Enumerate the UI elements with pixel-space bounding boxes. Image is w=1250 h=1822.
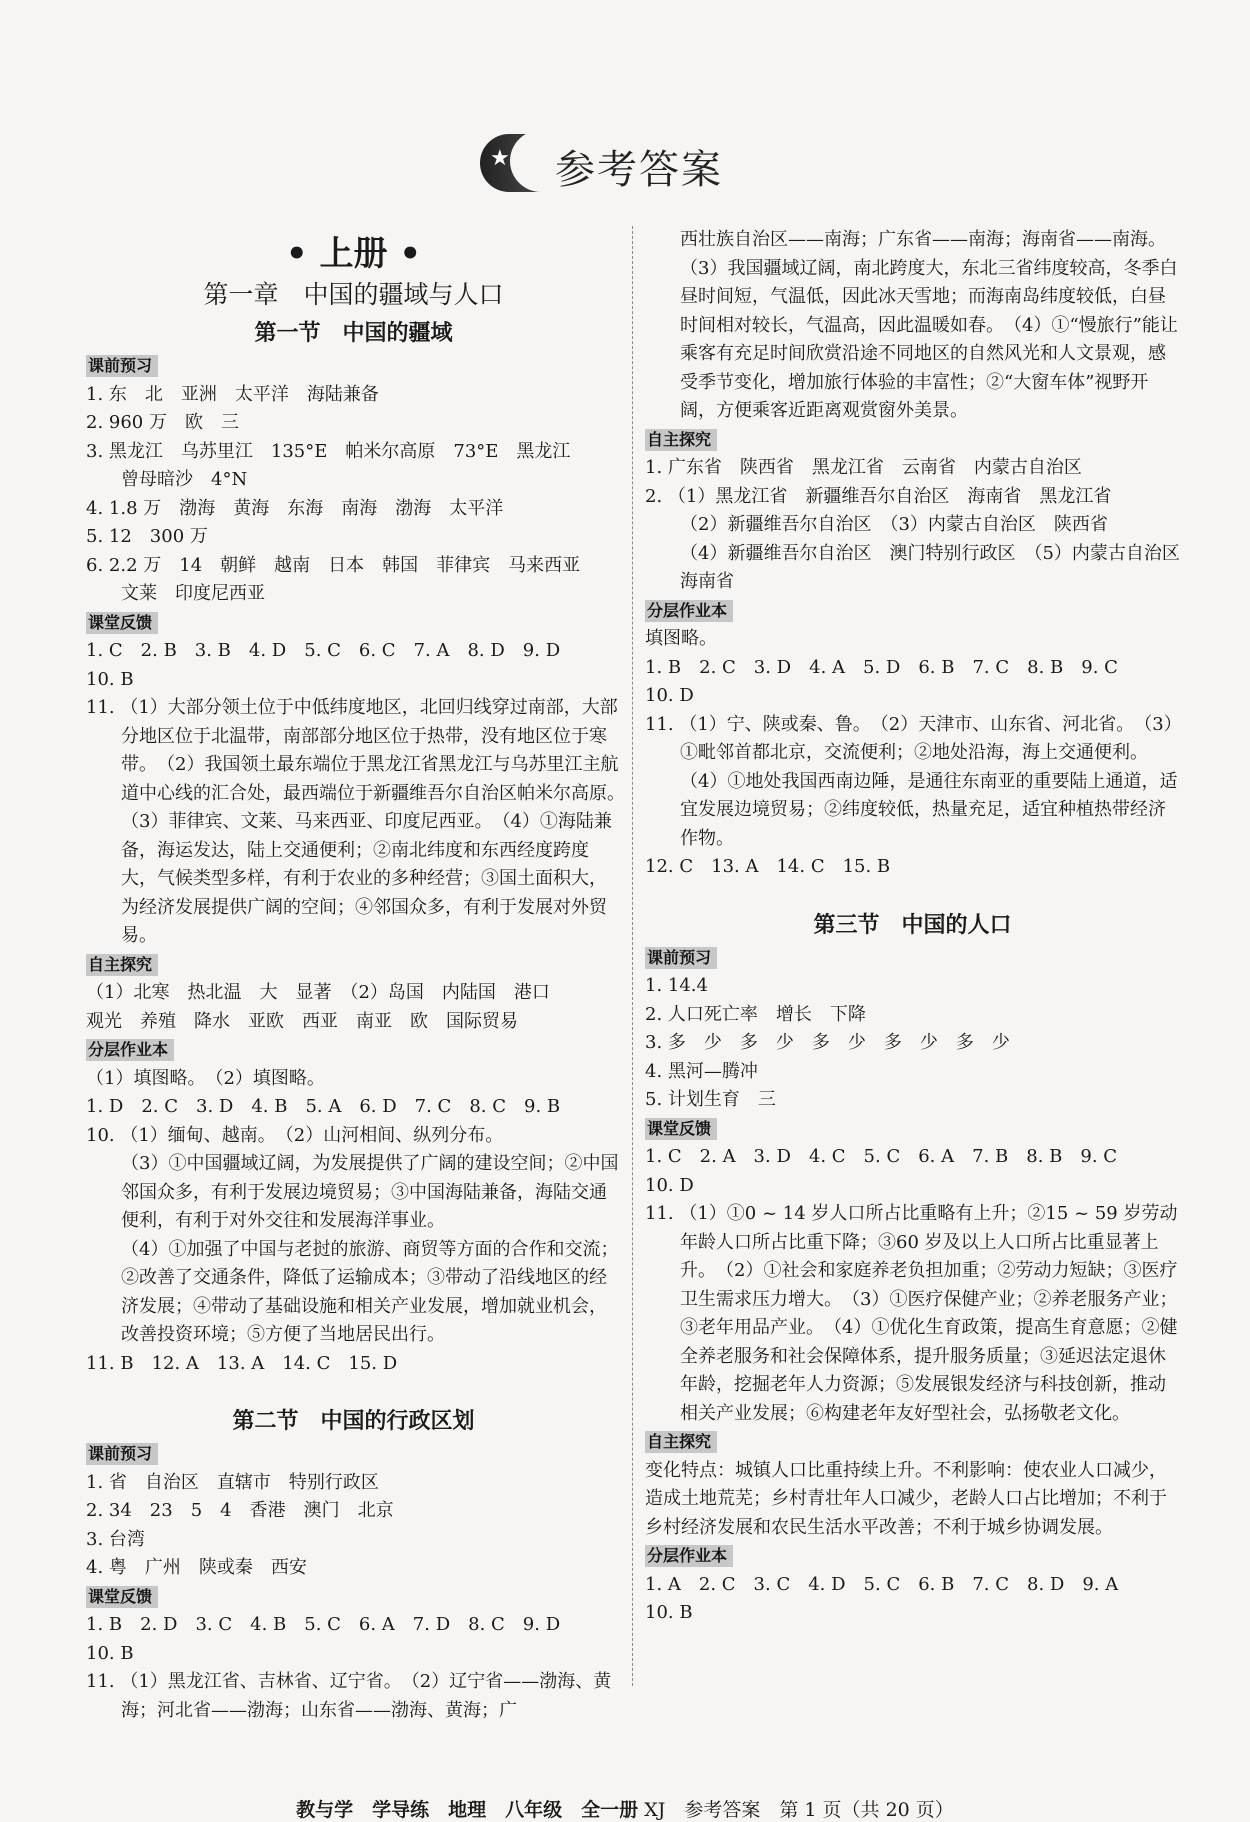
section-3-title: 第三节 中国的人口 xyxy=(813,911,1012,938)
tag-feedback: 课堂反馈 xyxy=(645,1118,717,1140)
section-2-title: 第二节 中国的行政区划 xyxy=(232,1408,475,1434)
tag-feedback: 课堂反馈 xyxy=(86,612,158,634)
answer-line: 3. 黑龙江 乌苏里江 135°E 帕米尔高原 73°E 黑龙江 xyxy=(86,440,571,462)
answer-line: 观光 养殖 降水 亚欧 西亚 南亚 欧 国际贸易 xyxy=(86,1010,518,1032)
answer-line: 1. A 2. C 3. C 4. D 5. C 6. B 7. C 8. D 9. A xyxy=(645,1573,1119,1595)
page-footer xyxy=(0,1795,1250,1822)
left-column xyxy=(86,228,634,1725)
answer-line: 变化特点：城镇人口比重持续上升。不利影响：使农业人口减少，造成土地荒芜；乡村青壮年人口减少，老龄人口占比增加；不利于乡村经济发展和农民生活水平改善；不利于城乡协调发展。 xyxy=(645,1459,1167,1538)
tag-preview: 课前预习 xyxy=(645,947,717,969)
tag-preview: 课前预习 xyxy=(86,1443,158,1465)
answer-line: 1. C 2. B 3. B 4. D 5. C 6. C 7. A 8. D 9. D xyxy=(86,640,561,661)
answer-line: （4）新疆维吾尔自治区 澳门特别行政区 （5）内蒙古自治区 海南省 xyxy=(680,542,1198,592)
tag-layered: 分层作业本 xyxy=(645,1545,733,1567)
answer-line: 11. （1）大部分领土位于中低纬度地区，北回归线穿过南部，大部分地区位于北温带，南部部分地区位于热带，没有地区位于寒带。 （2）我国领土最东端位于黑龙江省黑龙江与乌苏里江主航道中心线的汇合处，最西端位于新疆维吾尔自治区帕米尔高原。 （3）菲律宾、文莱、马来西亚、印度尼西亚。 （4）①海陆兼备，海运发达，陆上交通便利；②南北纬度和东西经度跨度大，气候类型多样，有利于农业的多种经营；③国土面积大，为经济发展提供广阔的空间；④邻国众多，有利于发展对外贸易。 xyxy=(86,697,634,946)
answer-line: 11. （1）黑龙江省、吉林省、辽宁省。 （2）辽宁省——渤海、黄海；河北省——渤海；山东省——渤海、黄海；广 xyxy=(86,1671,612,1721)
tag-preview: 课前预习 xyxy=(86,355,158,377)
answer-line: 10. （1）缅甸、越南。 （2）山河相间、纵列分布。 xyxy=(86,1124,504,1146)
answer-line: 1. B 2. C 3. D 4. A 5. D 6. B 7. C 8. B 9. C xyxy=(645,656,1118,678)
answer-line: 10. D xyxy=(645,1174,694,1196)
s1-explore-list xyxy=(86,979,621,1036)
answer-line: （2）新疆维吾尔自治区 （3）内蒙古自治区 陕西省 xyxy=(680,514,1108,535)
s2-explore-list xyxy=(645,454,1198,597)
answer-line: 5. 计划生育 三 xyxy=(645,1089,776,1110)
s2-feedback-list xyxy=(86,1611,621,1725)
answer-line: 10. B xyxy=(86,1642,134,1664)
tag-layered: 分层作业本 xyxy=(645,600,733,622)
answer-line: 填图略。 xyxy=(645,628,717,649)
answer-line: 10. D xyxy=(645,685,694,706)
s3-preview-list xyxy=(645,972,1180,1115)
answer-line: （1）北寒 热北温 大 显著 （2）岛国 内陆国 港口 xyxy=(86,982,550,1003)
answer-line: 文莱 印度尼西亚 xyxy=(121,583,265,604)
column-divider xyxy=(632,226,633,1686)
banner-title: 参考答案 xyxy=(555,147,723,193)
answer-line: 10. B xyxy=(86,668,134,690)
section-1-title: 第一节 中国的疆域 xyxy=(254,320,453,346)
volume-title: • 上册 • xyxy=(285,234,422,274)
answer-line: 10. B xyxy=(645,1602,693,1623)
answer-line: 4. 黑河—腾冲 xyxy=(645,1060,758,1082)
s3-feedback-list xyxy=(645,1143,1180,1428)
tag-explore: 自主探究 xyxy=(86,954,158,976)
answer-line: 11. （1）①0 ~ 14 岁人口所占比重略有上升；②15 ~ 59 岁劳动年龄人口所占比重下降；③60 岁及以上人口所占比重显著上升。 （2）①社会和家庭养老负担加重；②劳动力短缺；③医疗卫生需求压力增大。 （3）①医疗保健产业；②养老服务产业；③老年用品产业。 （4）①优化生育政策，提高生育意愿；②健全养老服务和社会保障体系，提升服务质量；③延迟法定退休年龄，挖掘老年人力资源；⑤发展银发经济与科技创新，推动相关产业发展；⑥构建老年友好型社会，弘扬敬老文化。 xyxy=(645,1203,1178,1424)
s2-preview-list xyxy=(86,1469,621,1583)
answer-line: 2. 人口死亡率 增长 下降 xyxy=(645,1003,866,1025)
chapter-title: 第一章 中国的疆域与人口 xyxy=(203,280,504,309)
answer-line: 4. 1.8 万 渤海 黄海 东海 南海 渤海 太平洋 xyxy=(86,497,504,519)
answer-line: 1. D 2. C 3. D 4. B 5. A 6. D 7. C 8. C 9. B xyxy=(86,1096,561,1117)
answer-line: 1. 省 自治区 直辖市 特别行政区 xyxy=(86,1471,379,1493)
s3-layered-list xyxy=(645,1571,1180,1628)
footer-book-title: 教与学 学导练 地理 八年级 全一册 xyxy=(296,1799,639,1821)
right-column xyxy=(645,226,1198,1628)
tag-layered: 分层作业本 xyxy=(86,1039,174,1061)
answer-line: （1）填图略。 （2）填图略。 xyxy=(86,1067,325,1089)
answer-line: 1. 东 北 亚洲 太平洋 海陆兼备 xyxy=(86,383,379,405)
answer-line: 5. 12 300 万 xyxy=(86,526,208,547)
tag-explore: 自主探究 xyxy=(645,429,717,451)
tag-explore: 自主探究 xyxy=(645,1431,717,1453)
answer-line: 1. 14.4 xyxy=(645,975,708,996)
footer-page-info: XJ 参考答案 第 1 页（共 20 页） xyxy=(644,1799,954,1821)
answer-line: 1. C 2. A 3. D 4. C 5. C 6. A 7. B 8. B 9. C xyxy=(645,1146,1118,1167)
answer-line: 2. 34 23 5 4 香港 澳门 北京 xyxy=(86,1500,394,1521)
answer-line: 2. （1）黑龙江省 新疆维吾尔自治区 海南省 黑龙江省 xyxy=(645,485,1112,507)
s1-preview-list xyxy=(86,381,621,609)
answer-line: 西壮族自治区——南海；广东省——南海；海南省——南海。 （3）我国疆域辽阔，南北跨度大，东北三省纬度较高，冬季白昼时间短，气温低，因此冰天雪地；而海南岛纬度较低，白昼时间相对较长，气温高，因此温暖如春。 （4）①“慢旅行”能让乘客有充足时间欣赏沿途不同地区的自然风光和人文景观，感受季节变化，增加旅行体验的丰富性；②“大窗车体”视野开阔，方便乘客近距离观赏窗外美景。 xyxy=(680,229,1178,421)
s1-layered-list xyxy=(86,1065,621,1379)
answer-line: （3）①中国疆域辽阔，为发展提供了广阔的建设空间；②中国邻国众多，有利于发展边境贸易；③中国海陆兼备，海陆交通便利，有利于对外交往和发展海洋事业。 xyxy=(121,1153,619,1231)
answer-line: 3. 台湾 xyxy=(86,1528,145,1550)
tag-feedback: 课堂反馈 xyxy=(86,1586,158,1608)
answer-line: 11. （1）宁、陕或秦、鲁。 （2）天津市、山东省、河北省。 （3）①毗邻首都北京，交流便利；②地处沿海，海上交通便利。 （4）①地处我国西南边陲，是通往东南亚的重要陆上通道，适宜发展边境贸易；②纬度较低，热量充足，适宜种植热带经济作物。 xyxy=(645,713,1178,849)
s2-layered-list xyxy=(645,625,1180,882)
answer-banner xyxy=(480,128,765,198)
answer-line: 曾母暗沙 4°N xyxy=(121,469,248,490)
answer-line: 3. 多 少 多 少 多 少 多 少 多 少 xyxy=(645,1032,1010,1053)
answer-line: 4. 粤 广州 陕或秦 西安 xyxy=(86,1557,307,1578)
answer-line: （4）①加强了中国与老挝的旅游、商贸等方面的合作和交流；②改善了交通条件，降低了运输成本；③带动了沿线地区的经济发展；④带动了基础设施和相关产业发展，增加就业机会，改善投资环境；⑤方便了当地居民出行。 xyxy=(121,1238,619,1345)
star-icon: ★ xyxy=(490,146,510,171)
answer-line: 6. 2.2 万 14 朝鲜 越南 日本 韩国 菲律宾 马来西亚 xyxy=(86,554,581,576)
answer-line: 2. 960 万 欧 三 xyxy=(86,412,239,433)
answer-line: 1. 广东省 陕西省 黑龙江省 云南省 内蒙古自治区 xyxy=(645,457,1082,478)
answer-line: 12. C 13. A 14. C 15. B xyxy=(645,856,891,877)
answer-line: 11. B 12. A 13. A 14. C 15. D xyxy=(86,1352,398,1374)
answer-line: 1. B 2. D 3. C 4. B 5. C 6. A 7. D 8. C 9. D xyxy=(86,1614,561,1635)
s1-feedback-list xyxy=(86,637,634,951)
